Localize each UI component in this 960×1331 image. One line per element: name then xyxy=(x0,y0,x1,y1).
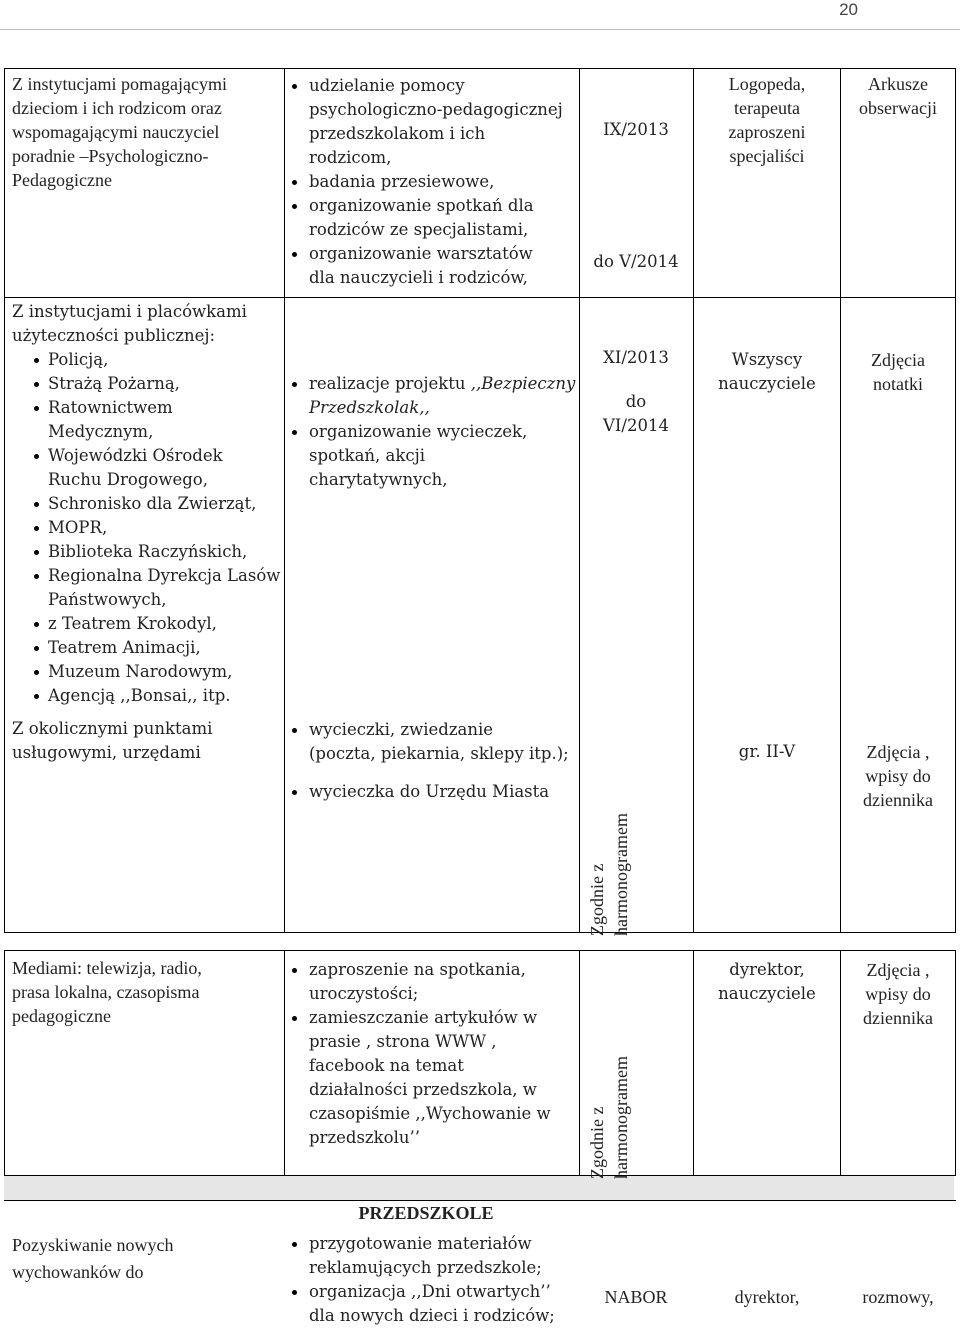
row4-institution: Mediami: telewizja, radio, prasa lokalna, czasopisma pedagogiczne xyxy=(12,958,202,1026)
list-item: MOPR, xyxy=(32,516,282,540)
list-item: Strażą Pożarną, xyxy=(32,372,282,396)
list-item: zaproszenie na spotkania, uroczystości; xyxy=(288,958,578,1006)
page-number: 20 xyxy=(839,0,858,19)
row4-responsible: dyrektor, nauczyciele xyxy=(718,960,816,1003)
list-item: organizowanie warsztatów dla nauczycieli i rodziców, xyxy=(288,242,578,290)
section-heading: PRZEDSZKOLE xyxy=(358,1203,494,1223)
row4-documentation: Zdjęcia , wpisy do dziennika xyxy=(863,960,933,1028)
row3-term-vertical: Zgodnie z harmonogramem xyxy=(587,813,631,936)
row4-term-vertical: Zgodnie z harmonogramem xyxy=(587,1056,631,1179)
list-item: organizowanie wycieczek, spotkań, akcji charytatywnych, xyxy=(288,420,578,492)
row4-activities xyxy=(288,958,578,1150)
row2-responsible: Wszyscy nauczyciele xyxy=(718,350,816,393)
row3-institution: Z okolicznymi punktami usługowymi, urzędami xyxy=(12,719,213,762)
section-band xyxy=(4,1176,954,1200)
list-item: Muzeum Narodowym, xyxy=(32,660,282,684)
last-row-goal: Pozyskiwanie nowych wychowanków do xyxy=(12,1235,174,1282)
list-item: realizacje projektu ,,Bezpieczny Przedszkolak,, xyxy=(288,372,578,420)
list-item: Schronisko dla Zwierząt, xyxy=(32,492,282,516)
row2-activities xyxy=(288,372,578,492)
list-item: Biblioteka Raczyńskich, xyxy=(32,540,282,564)
header-rule xyxy=(0,29,960,30)
row1-term-to: do V/2014 xyxy=(593,252,679,271)
list-item: Policją, xyxy=(32,348,282,372)
row3-responsible: gr. II-V xyxy=(738,742,796,761)
list-item: badania przesiewowe, xyxy=(288,170,578,194)
last-row-activities xyxy=(288,1232,578,1328)
row1-documentation: Arkusze obserwacji xyxy=(859,74,937,118)
list-item: udzielanie pomocy psychologiczno-pedagogicznej przedszkolakom i ich rodzicom, xyxy=(288,74,578,170)
list-item: wycieczki, zwiedzanie (poczta, piekarnia, sklepy itp.); xyxy=(288,718,578,766)
last-row-responsible: dyrektor, xyxy=(734,1287,800,1307)
row1-responsible: Logopeda, terapeuta zaproszeni specjaliści xyxy=(728,74,806,166)
list-item: organizacja ,,Dni otwartych’’ dla nowych dzieci i rodziców; xyxy=(288,1280,578,1328)
last-row-term: NABOR xyxy=(604,1287,668,1307)
list-item: wycieczka do Urzędu Miasta xyxy=(288,780,578,804)
list-item: Ratownictwem Medycznym, xyxy=(32,396,282,444)
list-item: zamieszczanie artykułów w prasie , strona WWW , facebook na temat działalności przedszkola, w czasopiśmie ,,Wychowanie w przedszkolu’’ xyxy=(288,1006,578,1150)
row1-term-from: IX/2013 xyxy=(603,120,669,139)
list-item: z Teatrem Krokodyl, xyxy=(32,612,282,636)
list-item: Wojewódzki Ośrodek Ruchu Drogowego, xyxy=(32,444,282,492)
list-item: Regionalna Dyrekcja Lasów Państwowych, xyxy=(32,564,282,612)
row2-term: XI/2013 do VI/2014 xyxy=(603,348,669,435)
last-row-documentation: rozmowy, xyxy=(862,1287,934,1307)
list-item: organizowanie spotkań dla rodziców ze specjalistami, xyxy=(288,194,578,242)
list-item: Teatrem Animacji, xyxy=(32,636,282,660)
row3-documentation: Zdjęcia , wpisy do dziennika xyxy=(863,742,933,810)
list-item: przygotowanie materiałów reklamujących przedszkole; xyxy=(288,1232,578,1280)
row3-activities xyxy=(288,718,578,804)
row1-activities xyxy=(288,74,578,290)
row2-institution: Z instytucjami i placówkami użyteczności publicznej: Policją, Strażą Pożarną, Ratownictwem Medycznym, Wojewódzki Ośrodek Ruchu Drogowego, Schronisko dla Zwierząt, MOPR, Biblioteka Raczyńskich, Regionalna Dyrekcja Lasów Państwowych, z Teatrem Krokodyl, Teatrem Animacji, Muzeum Narodowym, Agencją ,,Bonsai,, itp. xyxy=(12,300,282,708)
row2-documentation: Zdjęcia notatki xyxy=(871,350,925,394)
row1-institution: Z instytucjami pomagającymi dzieciom i ich rodzicom oraz wspomagającymi nauczyciel poradnie –Psychologiczno- Pedagogiczne xyxy=(12,74,227,190)
list-item: Agencją ,,Bonsai,, itp. xyxy=(32,684,282,708)
